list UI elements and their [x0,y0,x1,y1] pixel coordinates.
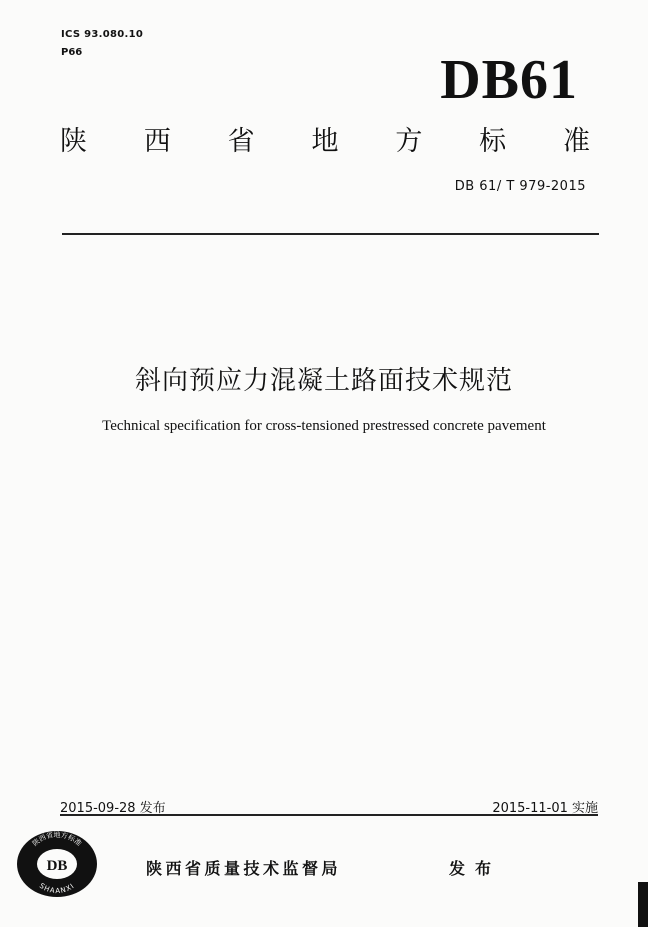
classification-code: P66 [61,47,83,58]
seal-top-text: 陕西省地方标准 [31,831,83,848]
header-divider [62,233,599,235]
document-title-cn: 斜向预应力混凝土路面技术规范 [134,366,513,396]
footer-divider [60,814,598,816]
scan-edge-mark [638,882,648,927]
title-char: 地 [311,126,339,157]
title-char: 陕 [60,126,87,157]
publish-label: 发布 [449,859,502,878]
title-char: 省 [227,126,255,157]
db-logo: DB61 [440,49,578,111]
issue-date: 2015-09-28 发布 [60,801,166,816]
ics-code: ICS 93.080.10 [61,29,144,40]
standard-number: DB 61/ T 979-2015 [454,179,586,194]
seal-logo: DB [46,858,68,874]
title-char: 方 [395,126,423,157]
issuing-authority: 陕西省质量技术监督局 [146,859,342,878]
official-seal-icon [16,826,98,898]
title-char: 西 [143,126,171,157]
effective-date: 2015-11-01 实施 [492,801,598,816]
seal-bottom-text: SHAANXI [37,881,77,896]
standard-type-title [60,128,590,155]
title-char: 准 [562,126,590,157]
title-char: 标 [479,126,507,157]
document-title-en: Technical specification for cross-tensioned prestressed concrete pavement [102,418,546,434]
